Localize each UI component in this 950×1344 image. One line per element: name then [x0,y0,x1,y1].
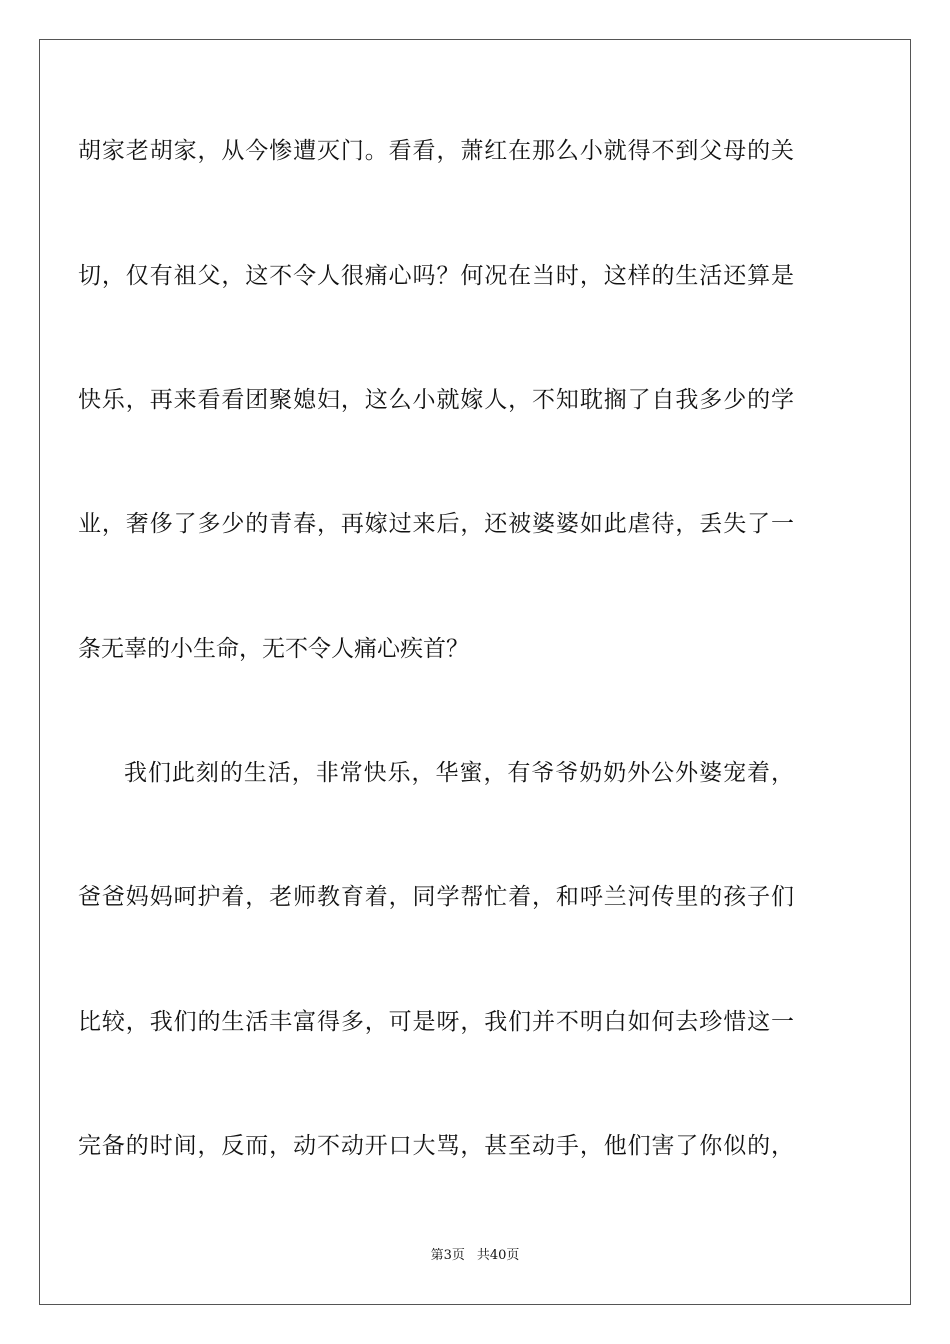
text-line-6: 我们此刻的生活，非常快乐，华蜜，有爷爷奶奶外公外婆宠着， [124,760,794,786]
page-number: 第3页 [430,1248,465,1263]
text-line-9: 完备的时间，反而，动不动开口大骂，甚至动手，他们害了你似的， [78,1133,794,1159]
text-line-1: 胡家老胡家，从今惨遭灭门。看看，萧红在那么小就得不到父母的关 [78,138,794,164]
text-line-3: 快乐，再来看看团聚媳妇，这么小就嫁人，不知耽搁了自我多少的学 [78,387,794,413]
text-line-2: 切，仅有祖父，这不令人很痛心吗？何况在当时，这样的生活还算是 [78,263,794,289]
page-border [39,39,911,1305]
page-footer [0,1248,950,1264]
text-line-5: 条无辜的小生命，无不令人痛心疾首？ [78,636,469,662]
page-total: 共40页 [476,1248,520,1263]
text-line-7: 爸爸妈妈呵护着，老师教育着，同学帮忙着，和呼兰河传里的孩子们 [78,884,794,910]
text-line-4: 业，奢侈了多少的青春，再嫁过来后，还被婆婆如此虐待，丢失了一 [78,511,794,537]
text-line-8: 比较，我们的生活丰富得多，可是呀，我们并不明白如何去珍惜这一 [78,1009,794,1035]
